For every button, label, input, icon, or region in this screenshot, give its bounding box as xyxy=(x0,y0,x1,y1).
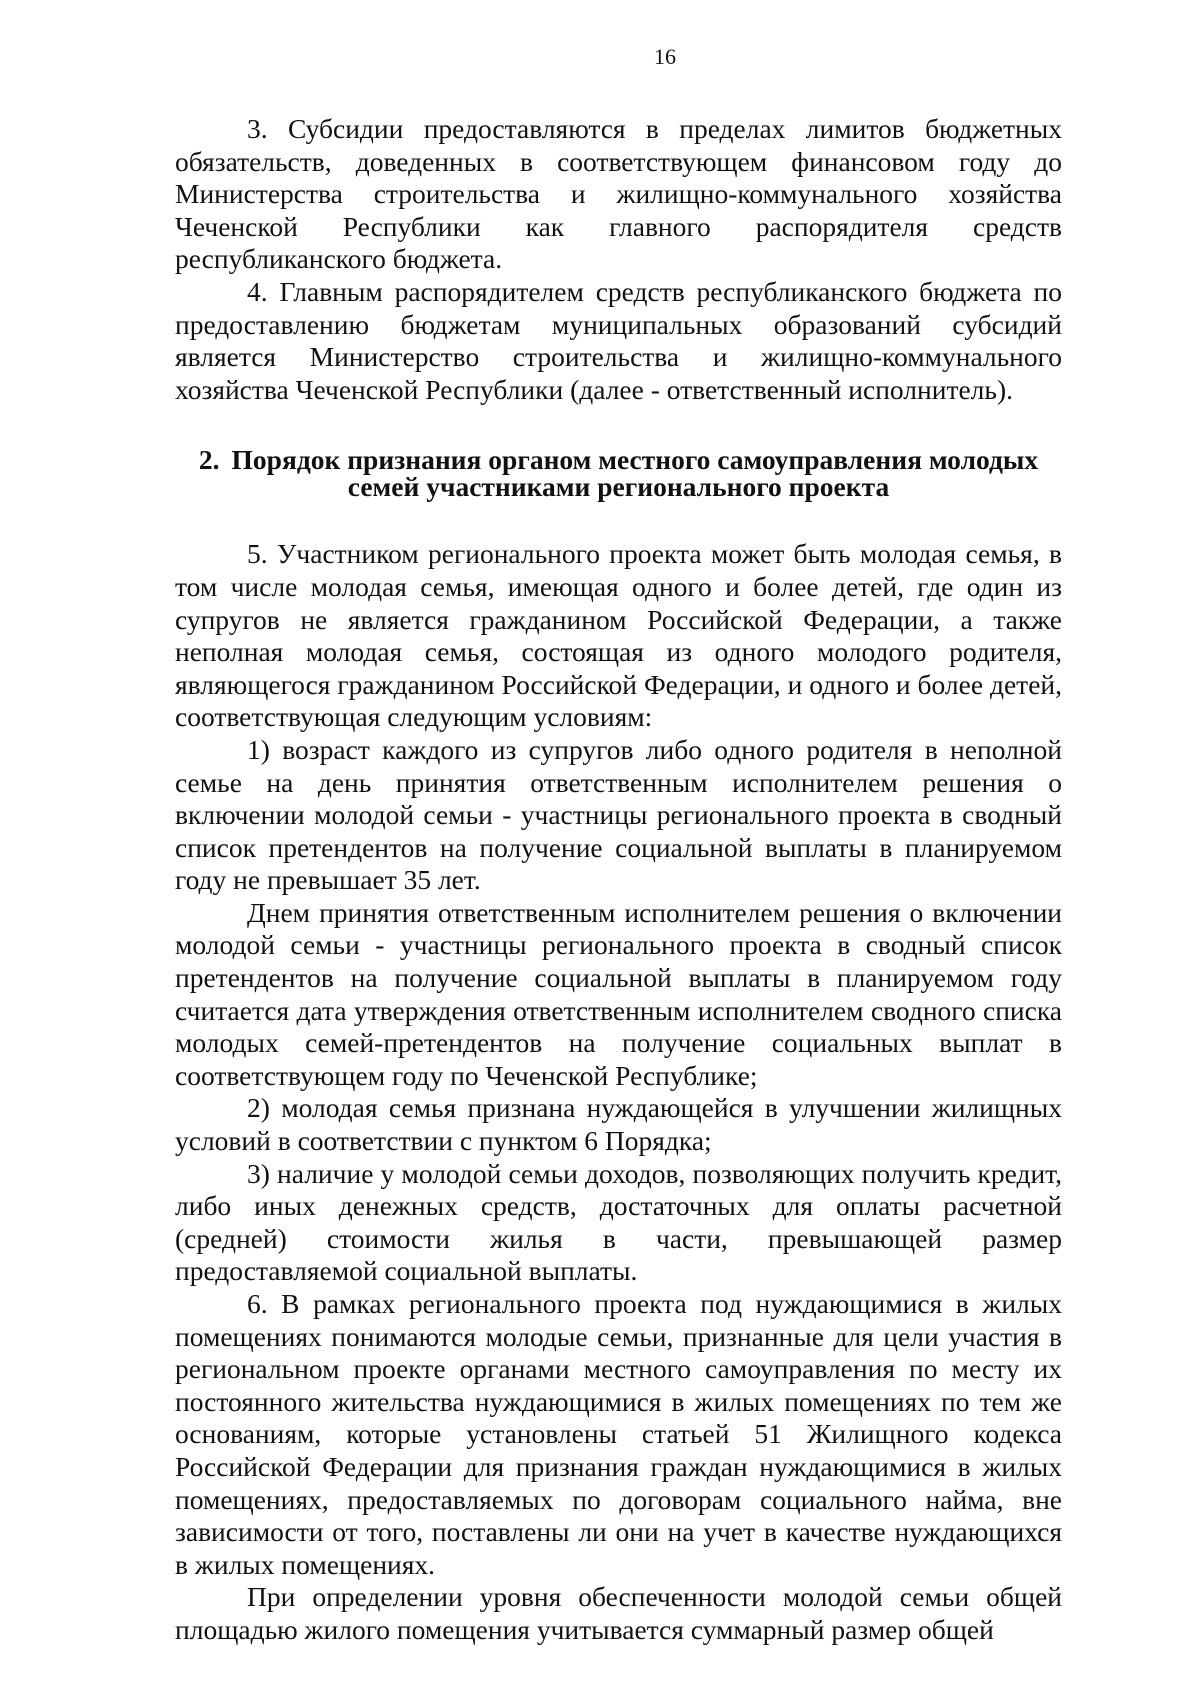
section-title: Порядок признания органом местного самоуправления молодых семей участниками регионального проекта xyxy=(231,444,1039,503)
paragraph-5: 5. Участником регионального проекта может быть молодая семья, в том числе молодая семья, имеющая одного и более детей, где один из супругов не является гражданином Российской Федерации, а также неполная молодая семья, состоящая из одного молодого родителя, являющегося гражданином Российской Федерации, и одного и более детей, соответствующая следующим условиям: xyxy=(175,538,1062,733)
paragraph-5-item-3: 3) наличие у молодой семьи доходов, позволяющих получить кредит, либо иных денежных средств, достаточных для оплаты расчетной (средней) стоимости жилья в части, превышающей размер предоставляемой социальной выплаты. xyxy=(175,1157,1062,1287)
paragraph-5-item-1: 1) возраст каждого из супругов либо одного родителя в неполной семье на день принятия ответственным исполнителем решения о включении молодой семьи - участницы регионального проекта в сводный список претендентов на получение социальной выплаты в планируемом году не превышает 35 лет. xyxy=(175,733,1062,896)
document-body xyxy=(175,113,1062,1647)
paragraph-6: 6. В рамках регионального проекта под нуждающимися в жилых помещениях понимаются молодые семьи, признанные для цели участия в региональном проекте органами местного самоуправления по месту их постоянного жительства нуждающимися в жилых помещениях по тем же основаниям, которые установлены статьей 51 Жилищного кодекса Российской Федерации для признания граждан нуждающимися в жилых помещениях, предоставляемых по договорам социального найма, вне зависимости от того, поставлены ли они на учет в качестве нуждающихся в жилых помещениях. xyxy=(175,1288,1062,1580)
section-number: 2. xyxy=(198,444,220,476)
page-number: 16 xyxy=(654,44,676,69)
paragraph-5-item-1-note: Днем принятия ответственным исполнителем решения о включении молодой семьи - участницы регионального проекта в сводный список претендентов на получение социальной выплаты в планируемом году считается дата утверждения ответственным исполнителем сводного списка молодых семей-претендентов на получение социальных выплат в соответствующем году по Чеченской Республике; xyxy=(175,896,1062,1091)
paragraph-4: 4. Главным распорядителем средств республиканского бюджета по предоставлению бюджетам муниципальных образований субсидий является Министерство строительства и жилищно-коммунального хозяйства Чеченской Республики (далее - ответственный исполнитель). xyxy=(175,275,1062,405)
section-heading xyxy=(175,444,1062,503)
paragraph-6-continuation: При определении уровня обеспеченности молодой семьи общей площадью жилого помещения учитывается суммарный размер общей xyxy=(175,1581,1062,1645)
paragraph-3: 3. Субсидии предоставляются в пределах лимитов бюджетных обязательств, доведенных в соответствующем финансовом году до Министерства строительства и жилищно-коммунального хозяйства Чеченской Республики как главного распорядителя средств республиканского бюджета. xyxy=(175,113,1062,275)
paragraph-5-item-2: 2) молодая семья признана нуждающейся в улучшении жилищных условий в соответствии с пунктом 6 Порядка; xyxy=(175,1092,1062,1157)
